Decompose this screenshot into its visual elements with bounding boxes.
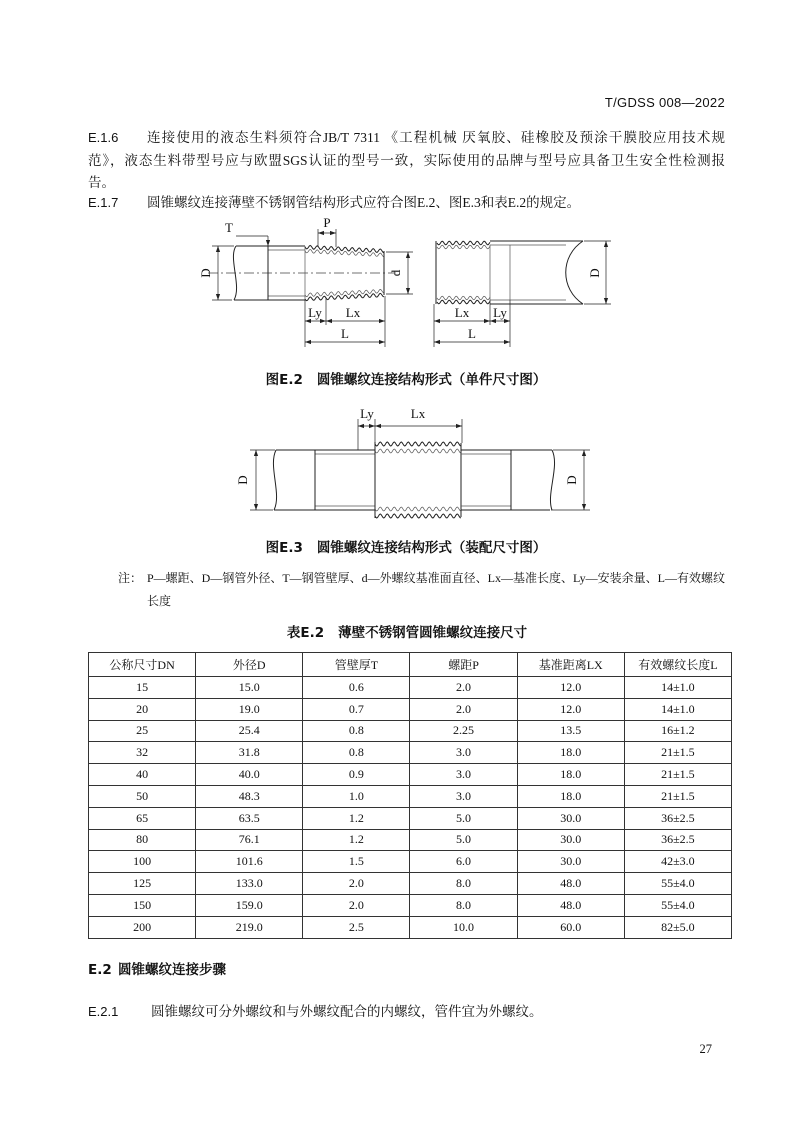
table-cell: 76.1	[196, 829, 303, 851]
table-cell: 8.0	[410, 894, 517, 916]
table-cell: 48.3	[196, 785, 303, 807]
label-D: D	[197, 268, 213, 278]
table-cell: 200	[89, 916, 196, 938]
table-cell: 100	[89, 851, 196, 873]
table-cell: 5.0	[410, 829, 517, 851]
dimension-d	[386, 252, 413, 294]
thread-profile-top	[375, 442, 461, 446]
table-cell: 48.0	[517, 894, 624, 916]
page-number: 27	[699, 1042, 712, 1056]
thread-profile-top	[437, 241, 490, 245]
table-cell: 0.7	[303, 698, 410, 720]
label-d: d	[387, 269, 403, 277]
table-cell: 14±1.0	[624, 698, 731, 720]
header-wall-thickness: 管壁厚T	[303, 653, 410, 677]
table-cell: 21±1.5	[624, 785, 731, 807]
table-row	[89, 720, 732, 742]
clause-e21-text: 圆锥螺纹可分外螺纹和与外螺纹配合的内螺纹，管件宜为外螺纹。	[151, 1004, 543, 1019]
standard-code-header: T/GDSS 008—2022	[604, 95, 725, 110]
table-cell: 25.4	[196, 720, 303, 742]
break-line-left	[273, 450, 276, 510]
table-cell: 3.0	[410, 764, 517, 786]
label-Lx: Lx	[410, 406, 426, 421]
header-gauge-length: 基准距离LX	[517, 653, 624, 677]
table-cell: 36±2.5	[624, 829, 731, 851]
single-pipe-external-thread	[208, 245, 396, 300]
thread-profile-bottom	[305, 293, 384, 300]
note-prefix: 注：	[118, 571, 143, 585]
table-cell: 31.8	[196, 742, 303, 764]
table-cell: 0.8	[303, 720, 410, 742]
table-cell: 13.5	[517, 720, 624, 742]
table-cell: 18.0	[517, 785, 624, 807]
table-cell: 30.0	[517, 829, 624, 851]
table-cell: 21±1.5	[624, 742, 731, 764]
figure-title: 圆锥螺纹连接结构形式（单件尺寸图）	[316, 372, 547, 388]
label-P: P	[323, 215, 331, 230]
table-cell: 18.0	[517, 764, 624, 786]
table-cell: 12.0	[517, 677, 624, 699]
thread-profile-bottom	[375, 514, 461, 518]
table-cell: 3.0	[410, 742, 517, 764]
table-cell: 8.0	[410, 873, 517, 895]
table-cell: 40	[89, 764, 196, 786]
assembled-pipe-joint	[273, 442, 554, 518]
table-cell: 2.0	[410, 677, 517, 699]
single-pipe-internal-thread	[436, 241, 583, 304]
table-row	[89, 742, 732, 764]
table-row	[89, 873, 732, 895]
label-Lx: Lx	[454, 305, 470, 320]
table-cell: 42±3.0	[624, 851, 731, 873]
table-cell: 21±1.5	[624, 764, 731, 786]
table-cell: 65	[89, 807, 196, 829]
table-caption	[200, 622, 614, 644]
table-cell: 101.6	[196, 851, 303, 873]
table-cell: 3.0	[410, 785, 517, 807]
label-Lx: Lx	[345, 305, 361, 320]
note-line-1: P—螺距、D—钢管外径、T—钢管壁厚、d—外螺纹基准面直径、Lx—基准长度、Ly—安装余量、L—有效螺纹	[147, 571, 725, 585]
table-cell: 63.5	[196, 807, 303, 829]
table-cell: 30.0	[517, 807, 624, 829]
clause-number-e116: E.1.6	[88, 130, 119, 145]
table-row	[89, 916, 732, 938]
dimension-D-right	[584, 241, 611, 304]
label-D: D	[586, 268, 602, 278]
table-cell: 15	[89, 677, 196, 699]
clause-e116-line-3: 告。	[88, 175, 115, 190]
table-cell: 12.0	[517, 698, 624, 720]
table-cell: 20	[89, 698, 196, 720]
dimension-D-right	[551, 450, 590, 510]
label-L: L	[468, 326, 476, 341]
table-cell: 1.5	[303, 851, 410, 873]
table-cell: 55±4.0	[624, 894, 731, 916]
table-row	[89, 894, 732, 916]
table-cell: 10.0	[410, 916, 517, 938]
break-line-right	[550, 450, 554, 510]
table-cell: 40.0	[196, 764, 303, 786]
table-cell: 0.6	[303, 677, 410, 699]
label-Ly: Ly	[360, 406, 374, 421]
dimension-D-left	[235, 450, 275, 510]
clause-e117-text: 圆锥螺纹连接薄壁不锈钢管结构形式应符合图E.2、图E.3和表E.2的规定。	[147, 195, 581, 210]
table-row	[89, 785, 732, 807]
table-number: 表E.2	[286, 625, 325, 641]
table-cell: 14±1.0	[624, 677, 731, 699]
table-cell: 1.2	[303, 807, 410, 829]
table-cell: 219.0	[196, 916, 303, 938]
label-L: L	[341, 326, 349, 341]
thread-profile-bottom	[437, 300, 490, 304]
table-row	[89, 851, 732, 873]
table-cell: 19.0	[196, 698, 303, 720]
table-cell: 18.0	[517, 742, 624, 764]
table-title: 薄壁不锈钢管圆锥螺纹连接尺寸	[338, 625, 528, 641]
table-cell: 82±5.0	[624, 916, 731, 938]
label-Ly: Ly	[308, 305, 322, 320]
table-cell: 2.0	[410, 698, 517, 720]
table-cell: 48.0	[517, 873, 624, 895]
header-effective-thread-length: 有效螺纹长度L	[624, 653, 731, 677]
section-title-e2: 圆锥螺纹连接步骤	[118, 962, 226, 978]
figure-e2-drawing	[0, 210, 800, 360]
dimension-P	[318, 215, 336, 247]
label-T: T	[225, 220, 233, 235]
table-cell: 2.0	[303, 894, 410, 916]
table-cell: 50	[89, 785, 196, 807]
table-cell: 159.0	[196, 894, 303, 916]
table-cell: 1.0	[303, 785, 410, 807]
dimension-T	[225, 220, 268, 246]
label-D: D	[563, 475, 579, 485]
table-cell: 60.0	[517, 916, 624, 938]
table-cell: 125	[89, 873, 196, 895]
figure-e3-drawing	[0, 398, 800, 538]
figure-e2-caption	[200, 369, 612, 391]
figure-number: 图E.3	[265, 540, 303, 556]
header-nominal-size: 公称尺寸DN	[89, 653, 196, 677]
header-outer-diameter: 外径D	[196, 653, 303, 677]
clause-number-e21: E.2.1	[88, 1004, 119, 1019]
table-cell: 2.0	[303, 873, 410, 895]
break-line	[566, 241, 583, 304]
table-cell: 15.0	[196, 677, 303, 699]
table-cell: 2.25	[410, 720, 517, 742]
table-cell: 133.0	[196, 873, 303, 895]
table-cell: 16±1.2	[624, 720, 731, 742]
dimension-table	[88, 652, 732, 939]
note-line-2: 长度	[147, 594, 172, 608]
table-row	[89, 829, 732, 851]
table-cell: 1.2	[303, 829, 410, 851]
figure-title: 圆锥螺纹连接结构形式（装配尺寸图）	[316, 540, 547, 556]
label-D: D	[234, 475, 250, 485]
table-row	[89, 677, 732, 699]
table-cell: 55±4.0	[624, 873, 731, 895]
table-cell: 6.0	[410, 851, 517, 873]
figure-number: 图E.2	[265, 372, 303, 388]
header-pitch: 螺距P	[410, 653, 517, 677]
table-cell: 25	[89, 720, 196, 742]
clause-e116-line-1: 连接使用的液态生料须符合JB/T 7311 《工程机械 厌氧胶、硅橡胶及预涂干膜胶应用技术规	[147, 130, 725, 145]
table-cell: 32	[89, 742, 196, 764]
figure-e3-caption	[200, 537, 612, 559]
dimension-length-left	[305, 296, 385, 347]
table-cell: 36±2.5	[624, 807, 731, 829]
table-header-row	[89, 653, 732, 677]
table-cell: 80	[89, 829, 196, 851]
dimension-length-right	[434, 300, 510, 347]
clause-e116-line-2: 范》，液态生料带型号应与欧盟SGS认证的型号一致，实际使用的品牌与型号应具备卫生安全性检测报	[88, 153, 725, 168]
table-row	[89, 807, 732, 829]
table-cell: 0.8	[303, 742, 410, 764]
section-number-e2: E.2	[88, 962, 112, 978]
label-Ly: Ly	[493, 305, 507, 320]
table-cell: 150	[89, 894, 196, 916]
clause-number-e117: E.1.7	[88, 195, 119, 210]
table-row	[89, 764, 732, 786]
table-cell: 0.9	[303, 764, 410, 786]
table-cell: 2.5	[303, 916, 410, 938]
table-body	[89, 677, 732, 939]
table-cell: 30.0	[517, 851, 624, 873]
table-cell: 5.0	[410, 807, 517, 829]
table-row	[89, 698, 732, 720]
